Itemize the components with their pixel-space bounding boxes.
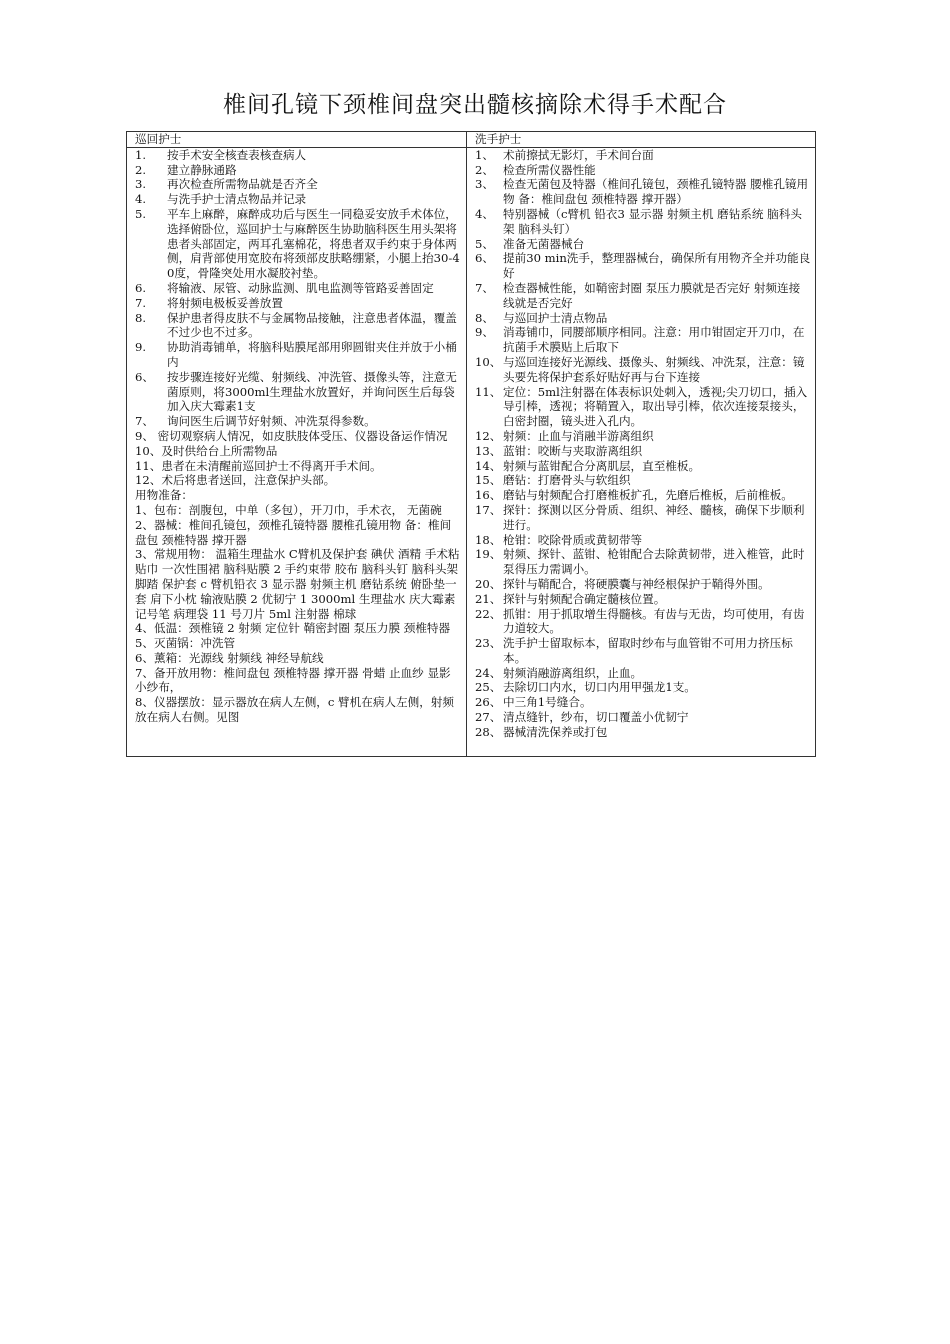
step-number: 2、	[475, 162, 494, 177]
scrub-step	[475, 488, 811, 503]
note-paragraph: 5、灭菌锅：冲洗管	[135, 636, 236, 651]
circulating-step	[135, 177, 462, 192]
circulating-step	[135, 340, 462, 370]
step-text: 与巡回连接好光源线、摄像头、射频线、冲洗泵，注意：镜头要先将保护套系好贴好再与台下连接	[503, 354, 805, 384]
step-text: 枪钳：咬除骨质或黄韧带等	[503, 532, 643, 547]
step-number: 23、	[475, 636, 502, 651]
circulating-nurse-steps	[135, 148, 462, 429]
scrub-step	[475, 207, 811, 237]
circulating-step	[135, 281, 462, 296]
step-number: 10、	[475, 354, 502, 369]
step-text: 按步骤连接好光缆、射频线、冲洗管、摄像头等，注意无菌原则，将3000ml生理盐水放置好，并询问医生后每袋加入庆大霉素1支	[167, 369, 457, 414]
step-text: 检查器械性能，如鞘密封圈 泵压力膜就是否完好 射频连接线就是否完好	[503, 280, 801, 310]
scrub-step	[475, 281, 811, 311]
scrub-step	[475, 311, 811, 326]
document-title: 椎间孔镜下颈椎间盘突出髓核摘除术得手术配合	[223, 92, 727, 118]
step-text: 磨钻与射频配合打磨椎板扩孔，先磨后椎板，后前椎板。	[503, 488, 793, 503]
step-text: 协助消毒铺单，将脑科贴膜尾部用卵圆钳夹住并放于小桶内	[167, 340, 457, 369]
step-text: 术前擦拭无影灯，手术间台面	[503, 147, 654, 162]
note-paragraph: 7、备开放用物：椎间盘包 颈椎特器 撑开器 骨蜡 止血纱 显影小纱布，	[135, 665, 451, 695]
step-text: 清点缝针，纱布，切口覆盖小优韧宁	[503, 710, 689, 725]
scrub-step	[475, 148, 811, 163]
scrub-nurse-steps	[475, 148, 811, 740]
note-paragraph: 10、及时供给台上所需物品	[135, 443, 278, 458]
circulating-step	[135, 192, 462, 207]
scrub-step	[475, 577, 811, 592]
step-text: 将射频电极板妥善放置	[167, 295, 283, 310]
note-paragraph: 8、仪器摆放：显示器放在病人左侧，c 臂机在病人左侧，射频放在病人右侧。见图	[135, 695, 454, 725]
circulating-step	[135, 311, 462, 341]
scrub-step	[475, 725, 811, 740]
circulating-step	[135, 163, 462, 178]
step-number: 21、	[475, 591, 502, 606]
step-number: 2.	[135, 162, 147, 177]
step-number: 8.	[135, 310, 147, 325]
note-paragraph: 2、器械：椎间孔镜包，颈椎孔镜特器 腰椎孔镜用物 备：椎间盘包 颈椎特器 撑开器	[135, 517, 452, 547]
step-text: 探针与射频配合确定髓核位置。	[503, 591, 666, 606]
scrub-step	[475, 385, 811, 429]
step-number: 19、	[475, 547, 502, 562]
circulating-step	[135, 148, 462, 163]
step-number: 6、	[135, 369, 154, 384]
step-text: 与洗手护士清点物品并记录	[167, 192, 307, 207]
step-number: 15、	[475, 473, 502, 488]
step-number: 27、	[475, 710, 502, 725]
scrub-step	[475, 251, 811, 281]
step-number: 9、	[475, 325, 494, 340]
step-text: 洗手护士留取标本，留取时纱布与血管钳不可用力挤压标本。	[503, 636, 793, 665]
scrub-step	[475, 503, 811, 533]
step-text: 与巡回护士清点物品	[503, 310, 608, 325]
step-text: 磨钻：打磨骨头与软组织	[503, 473, 631, 488]
circulating-step	[135, 207, 462, 281]
step-number: 25、	[475, 680, 502, 695]
step-number: 3、	[475, 177, 494, 192]
scrub-step	[475, 444, 811, 459]
scrub-step	[475, 163, 811, 178]
scrub-step	[475, 547, 811, 577]
step-number: 28、	[475, 724, 502, 739]
note-paragraph: 3、常规用物： 温箱生理盐水 C臂机及保护套 碘伏 酒精 手术粘贴巾 一次性围裙 脑科贴膜 2 手约束带 胶布 脑科头钉 脑科头架 脚踏 保护套 c 臂机铅衣 3 显示器 射频主机 磨钻系统 俯卧垫一套 肩下小枕 输液贴膜 2 优韧宁 1 3000ml 生理盐水 庆大霉素 记号笔 病理袋 11 号刀片 5ml 注射器 棉球	[135, 547, 460, 621]
note-paragraph: 1、包布：剖腹包，中单（多包），开刀巾，手术衣， 无菌碗	[135, 502, 442, 517]
step-number: 7.	[135, 295, 147, 310]
step-number: 1、	[475, 147, 494, 162]
header-scrub-nurse: 洗手护士	[467, 132, 816, 148]
step-text: 器械清洗保养或打包	[503, 724, 608, 739]
scrub-step	[475, 237, 811, 252]
step-number: 7、	[475, 280, 494, 295]
step-number: 7、	[135, 414, 154, 429]
scrub-step	[475, 429, 811, 444]
step-text: 射频消融游离组织，止血。	[503, 665, 643, 680]
step-text: 探针：探测以区分骨质、组织、神经、髓核，确保下步顺利进行。	[503, 502, 805, 532]
note-paragraph: 12、术后将患者送回，注意保护头部。	[135, 473, 336, 488]
scrub-nurse-column	[467, 147, 816, 756]
header-circulating-nurse: 巡回护士	[127, 132, 467, 148]
step-text: 中三角1号缝合。	[503, 695, 592, 710]
step-text: 去除切口内水，切口内用甲强龙1支。	[503, 680, 696, 695]
table-body-row	[127, 147, 816, 756]
step-number: 22、	[475, 606, 502, 621]
step-number: 16、	[475, 488, 502, 503]
note-paragraph: 4、低温：颈椎镜 2 射频 定位针 鞘密封圈 泵压力膜 颈椎特器	[135, 621, 451, 636]
step-number: 6.	[135, 280, 147, 295]
scrub-step	[475, 666, 811, 681]
scrub-step	[475, 177, 811, 207]
step-number: 4、	[475, 206, 494, 221]
step-text: 按手术安全核查表核查病人	[167, 147, 307, 162]
step-text: 射频与蓝钳配合分离肌层，直至椎板。	[503, 458, 701, 473]
step-number: 5.	[135, 206, 147, 221]
step-number: 1.	[135, 147, 147, 162]
step-text: 检查无菌包及特器（椎间孔镜包，颈椎孔镜特器 腰椎孔镜用物 备：椎间盘包 颈椎特器 撑开器）	[503, 177, 809, 207]
step-number: 20、	[475, 576, 502, 591]
step-text: 射频：止血与消融半游离组织	[503, 428, 654, 443]
step-text: 特别器械（c臂机 铅衣3 显示器 射频主机 磨钻系统 脑科头架 脑科头钉）	[503, 206, 802, 236]
step-number: 13、	[475, 443, 502, 458]
scrub-step	[475, 325, 811, 355]
step-text: 蓝钳：咬断与夹取游离组织	[503, 443, 643, 458]
scrub-step	[475, 473, 811, 488]
scrub-step	[475, 680, 811, 695]
step-number: 12、	[475, 428, 502, 443]
step-text: 将输液、尿管、动脉监测、肌电监测等管路妥善固定	[167, 280, 434, 295]
step-text: 抓钳：用于抓取增生得髓核。有齿与无齿，均可使用，有齿力道较大。	[503, 606, 805, 636]
circulating-step	[135, 370, 462, 414]
step-number: 9.	[135, 340, 147, 355]
scrub-step	[475, 710, 811, 725]
step-number: 5、	[475, 236, 494, 251]
scrub-step	[475, 592, 811, 607]
step-number: 4.	[135, 192, 147, 207]
circulating-nurse-column	[127, 147, 467, 756]
step-number: 26、	[475, 695, 502, 710]
step-text: 消毒铺巾，同腰部顺序相同。注意：用巾钳固定开刀巾，在抗菌手术膜贴上后取下	[503, 325, 805, 355]
scrub-step	[475, 636, 811, 666]
step-text: 射频、探针、蓝钳、枪钳配合去除黄韧带，进入椎管，此时泵得压力需调小。	[503, 547, 805, 577]
scrub-step	[475, 695, 811, 710]
step-number: 8、	[475, 310, 494, 325]
circulating-step	[135, 296, 462, 311]
note-paragraph: 6、薰箱：光源线 射频线 神经导航线	[135, 650, 324, 665]
step-number: 6、	[475, 251, 494, 266]
step-number: 24、	[475, 665, 502, 680]
step-number: 14、	[475, 458, 502, 473]
step-text: 建立静脉通路	[167, 162, 237, 177]
scrub-step	[475, 533, 811, 548]
step-text: 保护患者得皮肤不与金属物品接触，注意患者体温，覆盖不过少也不过多。	[167, 310, 457, 340]
step-text: 提前30 min洗手，整理器械台，确保所有用物齐全并功能良好	[503, 251, 811, 281]
step-text: 平车上麻醉，麻醉成功后与医生一同稳妥安放手术体位，选择俯卧位，巡回护士与麻醉医生协助脑科医生用头架将患者头部固定，两耳孔塞棉花，将患者双手约束于身体两侧，肩背部使用宽胶布将颈部皮肤略绷紧，小腿上抬30-40度，骨隆突处用水凝胶衬垫。	[167, 206, 460, 281]
step-text: 探针与鞘配合，将硬膜囊与神经根保护于鞘得外围。	[503, 576, 770, 591]
step-number: 11、	[475, 384, 502, 399]
table-header-row	[127, 132, 816, 148]
note-paragraph: 用物准备：	[135, 488, 193, 503]
step-text: 询问医生后调节好射频、冲洗泵得参数。	[167, 414, 376, 429]
step-text: 准备无菌器械台	[503, 236, 585, 251]
circulating-nurse-notes	[135, 429, 462, 725]
step-number: 18、	[475, 532, 502, 547]
scrub-step	[475, 607, 811, 637]
circulating-step	[135, 414, 462, 429]
note-paragraph: 9、 密切观察病人情况，如皮肤肢体受压、仪器设备运作情况	[135, 428, 448, 443]
step-text: 定位：5ml注射器在体表标识处刺入，透视;尖刀切口，插入导引棒，透视；将鞘置入，取出导引棒，依次连接泵接头，白密封圈，镜头进入孔内。	[503, 384, 808, 429]
step-number: 17、	[475, 502, 502, 517]
scrub-step	[475, 355, 811, 385]
scrub-step	[475, 459, 811, 474]
note-paragraph: 11、患者在未清醒前巡回护士不得离开手术间。	[135, 458, 382, 473]
procedure-table	[126, 131, 816, 757]
step-text: 检查所需仪器性能	[503, 162, 596, 177]
step-text: 再次检查所需物品就是否齐全	[167, 177, 318, 192]
step-number: 3.	[135, 177, 147, 192]
